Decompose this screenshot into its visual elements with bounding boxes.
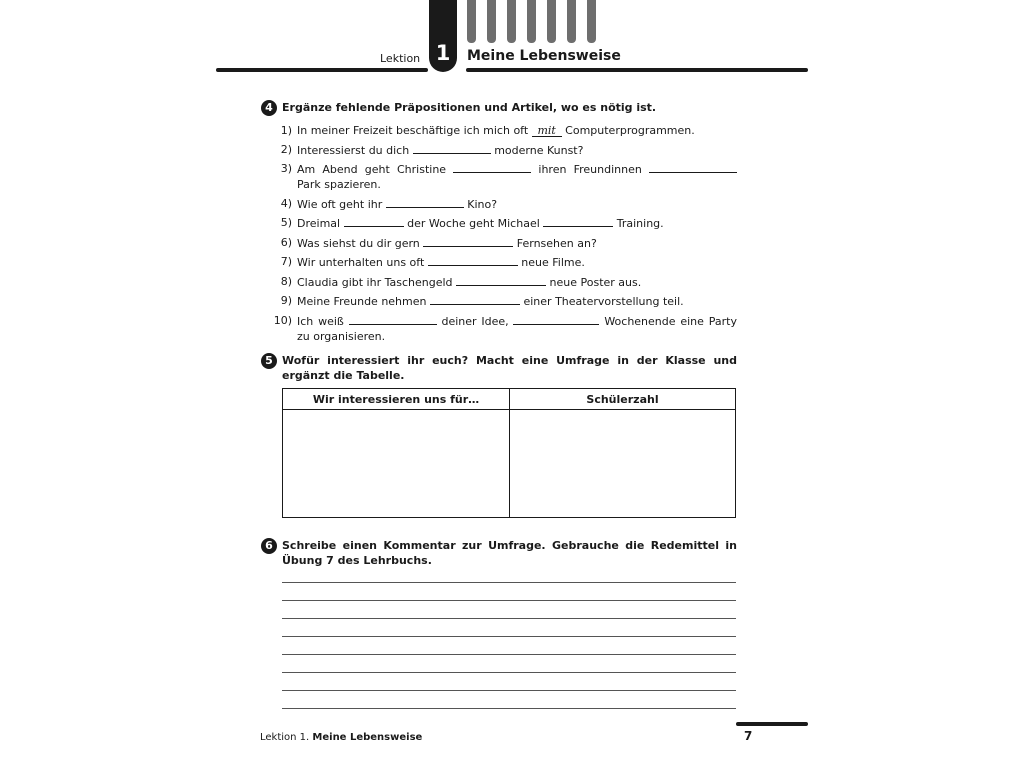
footer-rule — [736, 722, 808, 726]
exercise-item — [271, 254, 737, 270]
exercise-item — [271, 235, 737, 251]
task-number-badge: 4 — [261, 100, 277, 116]
task-5 — [261, 353, 737, 383]
item-text: deiner Idee, — [436, 314, 514, 328]
column-header-interests: Wir interessieren uns für… — [312, 393, 480, 406]
answer-blank[interactable]: mit — [532, 125, 562, 137]
item-number: 4) — [280, 196, 292, 210]
task-instruction: Schreibe einen Kommentar zur Umfrage. Gebrauche die Redemittel in Übung 7 des Lehrbuchs. — [282, 539, 737, 567]
item-text: Wochenende eine Party zu organisieren. — [297, 314, 737, 343]
exercise-item — [271, 313, 737, 344]
writing-line[interactable] — [282, 690, 736, 691]
task-instruction: Wofür interessiert ihr euch? Macht eine Umfrage in der Klasse und ergänzt die Tabelle. — [282, 354, 737, 382]
header-bar — [507, 0, 516, 43]
item-number: 5) — [280, 216, 292, 229]
item-number: 3) — [280, 162, 292, 175]
header-bar — [567, 0, 576, 43]
exercise-item — [271, 142, 737, 158]
item-text: Wie oft geht ihr — [297, 197, 386, 211]
footer-lesson-label — [260, 732, 422, 743]
answer-blank[interactable] — [543, 215, 613, 227]
item-number: 1) — [280, 124, 292, 137]
item-text: der Woche geht Michael — [403, 217, 544, 230]
answer-blank[interactable] — [430, 293, 520, 305]
writing-line[interactable] — [282, 600, 736, 601]
writing-line[interactable] — [282, 654, 736, 655]
item-text: neue Filme. — [517, 256, 585, 269]
answer-blank[interactable] — [386, 196, 464, 208]
item-text: Am Abend geht Christine — [297, 163, 454, 176]
header-bar — [527, 0, 536, 43]
footer-lektion-prefix: Lektion 1. — [260, 732, 310, 743]
header-bar — [487, 0, 496, 43]
exercise-item — [271, 293, 737, 309]
writing-line[interactable] — [282, 618, 736, 619]
item-number: 9) — [280, 294, 292, 307]
survey-table — [282, 388, 736, 518]
exercise-item — [271, 123, 737, 138]
item-number: 7) — [280, 255, 292, 268]
footer-lesson-title: Meine Lebensweise — [312, 732, 423, 743]
page-number: 7 — [744, 729, 753, 743]
header-lektion-label: Lektion — [380, 52, 421, 65]
student-count-cell[interactable] — [510, 410, 735, 517]
writing-line[interactable] — [282, 672, 736, 673]
item-number: 10) — [273, 313, 292, 327]
task-4 — [261, 100, 737, 115]
exercise-item — [271, 196, 737, 212]
item-text: einer Theatervorstellung teil. — [519, 295, 684, 308]
answer-blank[interactable] — [413, 142, 491, 154]
item-text: moderne Kunst? — [490, 143, 584, 157]
answer-blank[interactable] — [349, 313, 437, 325]
exercise-item — [271, 215, 737, 231]
item-text: neue Poster aus. — [546, 275, 642, 289]
header-rule-left — [216, 68, 428, 72]
lesson-number: 1 — [435, 41, 451, 65]
item-text: ihren Freundinnen — [531, 163, 650, 176]
header-bar — [547, 0, 556, 43]
item-text: Dreimal — [297, 217, 344, 230]
item-number: 8) — [280, 274, 292, 288]
header-decoration-bars — [467, 0, 596, 43]
task-instruction: Ergänze fehlende Präpositionen und Artikel, wo es nötig ist. — [282, 101, 657, 114]
item-number: 2) — [280, 142, 292, 156]
item-text: Claudia gibt ihr Taschengeld — [297, 275, 457, 289]
item-number: 6) — [280, 235, 292, 249]
item-text: Computerprogrammen. — [561, 124, 695, 137]
item-text: Training. — [613, 217, 664, 230]
item-text: Was siehst du dir gern — [297, 236, 424, 250]
item-text: Ich weiß — [297, 314, 349, 328]
answer-blank[interactable] — [344, 215, 404, 227]
answer-blank[interactable] — [513, 313, 599, 325]
item-text: Meine Freunde nehmen — [297, 295, 430, 308]
item-text: Park spazieren. — [297, 178, 381, 191]
header-bar — [467, 0, 476, 43]
header-rule-right — [466, 68, 808, 72]
task-number-badge: 5 — [261, 353, 277, 369]
answer-blank[interactable] — [453, 161, 531, 173]
task-number-badge: 6 — [261, 538, 277, 554]
answer-blank[interactable] — [428, 254, 518, 266]
answer-blank[interactable] — [456, 274, 546, 286]
header-bar — [587, 0, 596, 43]
writing-line[interactable] — [282, 582, 736, 583]
interests-cell[interactable] — [283, 410, 509, 517]
task-6 — [261, 538, 737, 568]
item-text: Fernsehen an? — [513, 236, 597, 250]
item-text: Interessierst du dich — [297, 143, 413, 157]
writing-line[interactable] — [282, 636, 736, 637]
item-text: In meiner Freizeit beschäftige ich mich oft — [297, 124, 532, 137]
item-text: Wir unterhalten uns oft — [297, 256, 428, 269]
item-text: Kino? — [463, 197, 498, 211]
column-header-student-count: Schülerzahl — [586, 393, 659, 406]
writing-line[interactable] — [282, 708, 736, 709]
exercise-items — [271, 123, 737, 347]
exercise-item — [271, 161, 737, 192]
answer-blank[interactable] — [649, 161, 737, 173]
lesson-title: Meine Lebensweise — [467, 48, 621, 64]
answer-blank[interactable] — [423, 235, 513, 247]
exercise-item — [271, 274, 737, 290]
